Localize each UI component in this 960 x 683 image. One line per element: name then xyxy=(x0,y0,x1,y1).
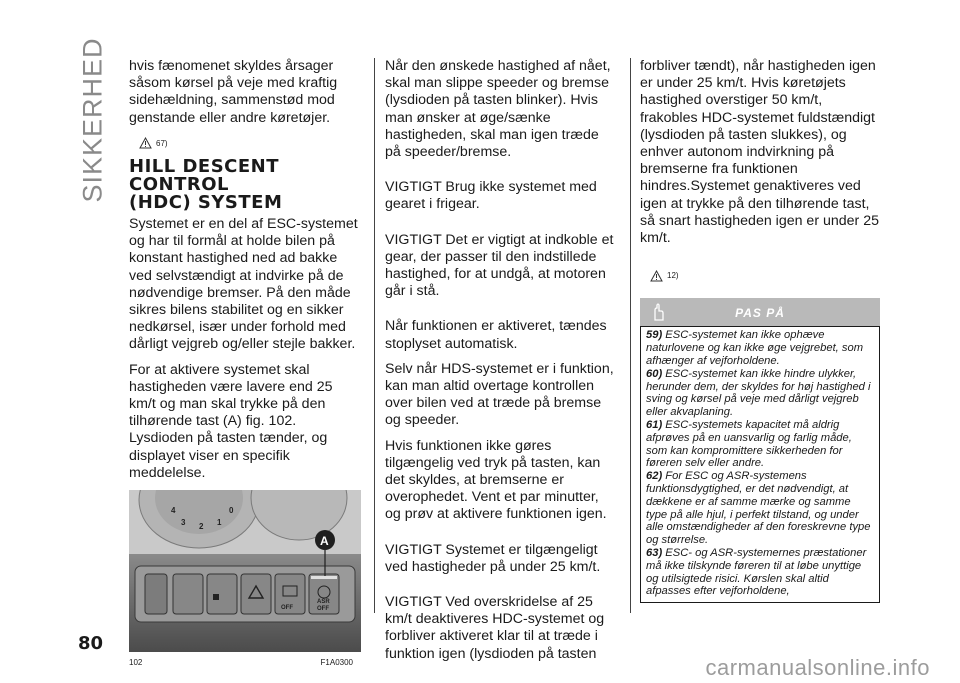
section-heading-line2: (HDC) SYSTEM xyxy=(129,192,283,214)
asr-label: ASR xyxy=(317,599,330,606)
warning-box-header xyxy=(640,298,880,326)
figure-102 xyxy=(129,490,361,668)
override-paragraph: Selv når HDS-systemet er i funktion, kan man altid overtage kontrollen over bilen ved at træde på bremse og speeder. xyxy=(385,360,614,429)
warning-ref-2-text: 12) xyxy=(667,271,679,281)
dashboard-controls-photo xyxy=(129,490,361,652)
column-3 xyxy=(640,58,880,603)
warning-item-60: 60) ESC-systemet kan ikke hindre ulykker, herunder dem, der skyldes for høj hastighed i sving og kørsel på veje med dårligt vejgreb eller akvaplaning. xyxy=(646,367,871,419)
warning-triangle-icon xyxy=(650,270,663,282)
dial-number-3: 3 xyxy=(181,518,186,528)
warning-item-63: 63) ESC- og ASR-systemernes præstationer må ikke tilskynde føreren til at løbe unyttige og utilsigtede risici. Kørslen skal altid afpasses efter vejforholdene, xyxy=(646,546,867,598)
important-neutral-paragraph: VIGTIGT Brug ikke systemet med gearet i frigear. xyxy=(385,179,597,213)
speed-paragraph: Når den ønskede hastighed af nået, skal man slippe speeder og bremse (lysdioden på tasten blinker). Hvis man ønsker at øge/sænke hastigheden, skal man igen træde på speeder/bremse. xyxy=(385,58,611,161)
warning-item-62: 62) For ESC og ASR-systemens funktionsdygtighed, er det nødvendigt, at dækkene er af samme mærke og samme type på alle hjul, i perfekt tilstand, og under alle omstændigheder af den foreskrevne type og størrelse. xyxy=(646,470,871,547)
section-heading xyxy=(129,158,361,212)
warning-ref-1 xyxy=(139,135,361,152)
important-deactivate-paragraph: VIGTIGT Ved overskridelse af 25 km/t deaktiveres HDC-systemet og forbliver aktiveret klar til at træde i funktion igen (lysdioden på tasten xyxy=(385,594,605,662)
section-side-title xyxy=(73,37,113,203)
column-divider-2 xyxy=(630,58,631,613)
warning-ref-1-text: 67) xyxy=(156,138,168,148)
figure-code: F1A0300 xyxy=(320,658,353,668)
dial-number-2: 2 xyxy=(199,522,204,532)
watermark: carmanualsonline.info xyxy=(705,655,930,680)
continuation-paragraph: forbliver tændt), når hastigheden igen er under 25 km/t. Hvis køretøjets hastighed overstiger 50 km/t, frakobles HDC-systemet fuldstændigt (lysdioden på tasten slukkes), og enhver autonom indvirkning på bremserne fra funktionen hindres.Systemet genaktiveres ved igen at trykke på den tilhørende tast, så snart hastigheden igen er under 25 km/t. xyxy=(640,58,879,247)
important-speed-paragraph: VIGTIGT Systemet er tilgængeligt ved hastigheder på under 25 km/t. xyxy=(385,541,601,575)
column-divider-1 xyxy=(374,58,375,613)
description-paragraph: Systemet er en del af ESC-systemet og har til formål at holde bilen på konstant hastighed ned ad bakke ved selvstændigt at indvirke på de nødvendige bremser. På den måde sikres bilens stabilitet og en sikker nedkørsel, især under forhold med dårligt vejgreb og/eller stejle bakker. xyxy=(129,216,358,353)
warning-box-title: PAS PÅ xyxy=(735,306,785,321)
asr-off-label: OFF xyxy=(317,606,329,613)
warning-box xyxy=(640,326,880,603)
important-gear-paragraph: VIGTIGT Det er vigtigt at indkoble et gear, der passer til den indstillede hastighed, for at undgå, at motoren går i stå. xyxy=(385,231,614,300)
section-heading-line1: HILL DESCENT CONTROL xyxy=(129,156,280,196)
hdc-off-label: OFF xyxy=(281,605,293,612)
warning-item-59: 59) ESC-systemet kan ikke ophæve naturlovene og kan ikke øge vejgrebet, som afhænger af vejforholdene. xyxy=(646,329,864,368)
dashboard-controls-illustration xyxy=(129,490,361,652)
section-side-title-text: SIKKERHED xyxy=(77,37,108,203)
dial-number-0: 0 xyxy=(229,506,234,516)
column-1 xyxy=(129,58,361,668)
dial-number-1: 1 xyxy=(217,518,222,528)
warning-item-61: 61) ESC-systemets kapacitet må aldrig afprøves på en uansvarlig og farlig måde, som kan kompromittere sikkerheden for føreren selv eller andre. xyxy=(646,419,852,470)
overheat-paragraph: Hvis funktionen ikke gøres tilgængelig ved tryk på tasten, kan det skyldes, at bremserne er overophedet. Vent et par minutter, og prøv at aktivere funktionen igen. xyxy=(385,437,607,523)
intro-paragraph: hvis fænomenet skyldes årsager såsom kørsel på veje med kraftig sidehældning, sammenstød mod genstande eller andre køretøjer. xyxy=(129,58,338,126)
warning-triangle-icon xyxy=(139,137,152,149)
figure-number: 102 xyxy=(129,658,143,668)
callout-label-a: A xyxy=(320,534,329,549)
dial-number-4: 4 xyxy=(171,506,176,516)
page-number: 80 xyxy=(78,633,104,654)
column-2 xyxy=(385,58,617,671)
activation-paragraph: For at aktivere systemet skal hastigheden være lavere end 25 km/t og man skal trykke på den tilhørende tast (A) fig. 102. Lysdioden på tasten tænder, og displayet viser en specifik meddelelse. xyxy=(129,361,333,481)
warning-ref-2 xyxy=(650,267,880,284)
brakelight-paragraph: Når funktionen er aktiveret, tændes stoplyset automatisk. xyxy=(385,318,607,352)
